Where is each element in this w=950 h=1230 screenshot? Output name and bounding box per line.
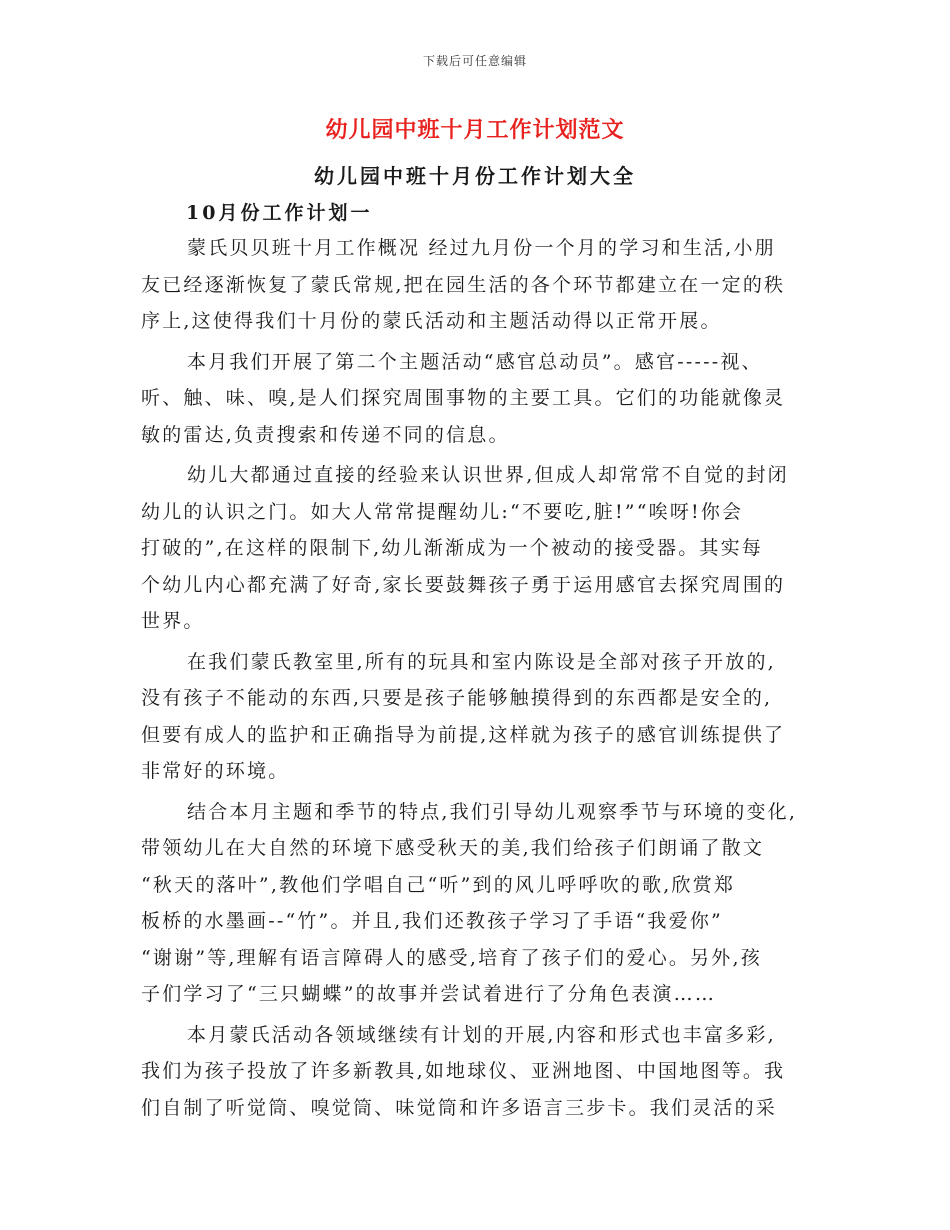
paragraph-line: 没有孩子不能动的东西,只要是孩子能够触摸得到的东西都是安全的, [141,687,773,709]
section-heading: 10月份工作计划一 [186,202,373,224]
paragraph-line: 我们为孩子投放了许多新教具,如地球仪、亚洲地图、中国地图等。我 [141,1060,786,1082]
paragraph-line: 幼儿的认识之门。如大人常常提醒幼儿:“不要吃,脏!”“唉呀!你会 [141,500,744,523]
paragraph-line: 非常好的环境。 [141,760,290,782]
header-note: 下载后可任意编辑 [422,54,527,68]
paragraph-line: 打破的”,在这样的限制下,幼儿渐渐成为一个被动的接受器。其实每 [141,537,763,559]
paragraph-line: 幼儿大都通过直接的经验来认识世界,但成人却常常不自觉的封闭 [187,464,789,486]
paragraph-line: “秋天的落叶”,教他们学唱自己“听”到的风儿呼呼吹的歌,欣赏郑 [141,873,736,896]
paragraph-line: 带领幼儿在大自然的环境下感受秋天的美,我们给孩子们朗诵了散文 [141,837,765,859]
paragraph-line: 友已经逐渐恢复了蒙氏常规,把在园生活的各个环节都建立在一定的秩 [141,273,786,296]
paragraph-line: 敏的雷达,负责搜索和传递不同的信息。 [141,423,510,446]
paragraph-4 [141,644,806,790]
paragraph-line: 世界。 [141,610,205,632]
paragraph-line: 子们学习了“三只蝴蝶”的故事并尝试着进行了分角色表演…… [141,983,717,1005]
paragraph-line: 板桥的水墨画--“竹”。并且,我们还教孩子学习了手语“我爱你” [141,910,723,932]
paragraph-line: 但要有成人的监护和正确指导为前提,这样就为孩子的感官训练提供了 [141,723,786,746]
paragraph-line: “谢谢”等,理解有语言障碍人的感受,培育了孩子们的爱心。另外,孩 [141,946,762,969]
paragraph-1 [141,230,806,340]
paragraph-line: 结合本月主题和季节的特点,我们引导幼儿观察季节与环境的变化, [187,800,798,823]
paragraph-line: 蒙氏贝贝班十月工作概况 经过九月份一个月的学习和生活,小朋 [187,237,776,259]
paragraph-5 [141,794,806,1013]
paragraph-line: 听、触、味、嗅,是人们探究周围事物的主要工具。它们的功能就像灵 [141,387,786,409]
paragraph-3 [141,457,806,640]
paragraph-line: 在我们蒙氏教室里,所有的玩具和室内陈设是全部对孩子开放的, [187,650,776,673]
paragraph-line: 序上,这使得我们十月份的蒙氏活动和主题活动得以正常开展。 [141,310,722,332]
document-body [141,230,806,1130]
document-subtitle: 幼儿园中班十月份工作计划大全 [314,164,636,188]
paragraph-6 [141,1017,806,1127]
paragraph-line: 们自制了听觉筒、嗅觉筒、味觉筒和许多语言三步卡。我们灵活的采 [141,1096,778,1119]
paragraph-2 [141,344,806,454]
document-title: 幼儿园中班十月工作计划范文 [325,117,625,143]
paragraph-line: 本月蒙氏活动各领域继续有计划的开展,内容和形式也丰富多彩, [187,1023,776,1046]
paragraph-line: 本月我们开展了第二个主题活动“感官总动员”。感官-----视、 [187,350,763,373]
paragraph-line: 个幼儿内心都充满了好奇,家长要鼓舞孩子勇于运用感官去探究周围的 [141,573,786,596]
